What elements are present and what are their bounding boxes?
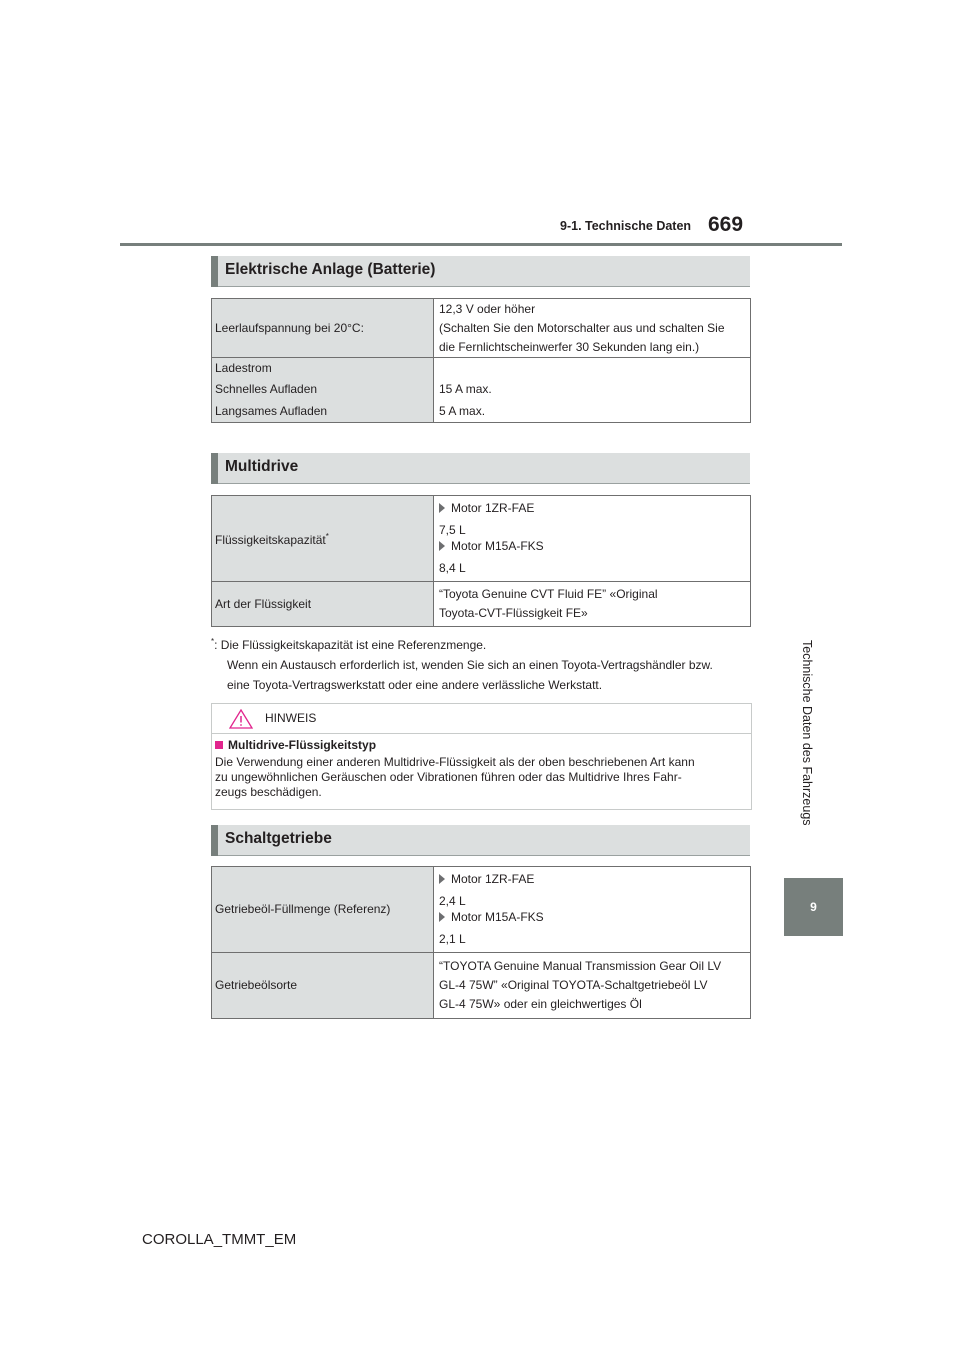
engine-m15a-capacity: 8,4 L xyxy=(439,561,466,575)
arrow-right-icon xyxy=(439,541,445,551)
arrow-right-icon xyxy=(439,912,445,922)
arrow-right-icon xyxy=(439,503,445,513)
side-tab-title: Technische Daten des Fahrzeugs xyxy=(800,640,814,826)
table-row xyxy=(212,299,751,358)
notice-box xyxy=(211,703,752,810)
footnote-mark: * xyxy=(211,637,215,646)
battery-voltage-value xyxy=(434,299,751,358)
battery-section-title: Elektrische Anlage (Batterie) xyxy=(225,261,436,278)
table-row xyxy=(212,953,751,1019)
engine-1zr-fill: 2,4 L xyxy=(439,894,466,908)
document-code: COROLLA_TMMT_EM xyxy=(142,1231,297,1248)
notice-subtitle: Multidrive-Flüssigkeitstyp xyxy=(215,738,376,752)
footnote-mark: * xyxy=(325,532,329,541)
arrow-right-icon xyxy=(439,874,445,884)
battery-voltage-line: die Fernlichtscheinwerfer 30 Sekunden lang ein.) xyxy=(439,339,700,354)
section-label: 9-1. Technische Daten xyxy=(560,219,692,233)
table-row xyxy=(212,378,751,400)
fluid-type-value: “Toyota Genuine CVT Fluid FE” «Original Toyota-CVT-Flüssigkeit FE» xyxy=(434,582,751,627)
battery-table xyxy=(211,298,751,423)
warning-triangle-icon xyxy=(229,709,253,729)
multidrive-section-heading xyxy=(211,453,750,484)
gear-oil-type-label: Getriebeölsorte xyxy=(212,953,434,1019)
engine-m15a-fill: 2,1 L xyxy=(439,932,466,946)
slow-charge-label: Langsames Aufladen xyxy=(212,400,434,423)
table-row xyxy=(212,358,751,379)
gear-oil-type-value: “TOYOTA Genuine Manual Transmission Gear Oil LV GL-4 75W” «Original TOYOTA-Schaltgetriebeöl LV GL-4 75W» oder ein gleichwertiges Öl xyxy=(434,953,751,1019)
table-row xyxy=(212,867,751,953)
charging-current-label: Ladestrom xyxy=(212,358,434,379)
gear-oil-fill-label: Getriebeöl-Füllmenge (Referenz) xyxy=(212,867,434,953)
gearbox-section-title: Schaltgetriebe xyxy=(225,830,332,847)
table-row xyxy=(212,496,751,582)
gearbox-section-heading xyxy=(211,825,750,856)
engine-m15a-label: Motor M15A-FKS xyxy=(451,910,544,924)
engine-1zr-label: Motor 1ZR-FAE xyxy=(451,872,535,886)
page-number: 669 xyxy=(708,213,744,236)
fluid-type-label: Art der Flüssigkeit xyxy=(212,582,434,627)
gearbox-table xyxy=(211,866,751,1019)
engine-1zr-capacity: 7,5 L xyxy=(439,523,466,537)
fast-charge-value: 15 A max. xyxy=(434,378,751,400)
multidrive-section-title: Multidrive xyxy=(225,458,299,475)
multidrive-table xyxy=(211,495,751,627)
battery-section-heading xyxy=(211,256,750,287)
battery-voltage-line: (Schalten Sie den Motorschalter aus und schalten Sie xyxy=(439,320,725,335)
table-row xyxy=(212,400,751,423)
engine-m15a-label: Motor M15A-FKS xyxy=(451,539,544,553)
square-bullet-icon xyxy=(215,741,223,749)
notice-title: HINWEIS xyxy=(265,711,317,725)
battery-voltage-line: 12,3 V oder höher xyxy=(439,301,536,316)
slow-charge-value: 5 A max. xyxy=(434,400,751,423)
header-rule xyxy=(120,243,842,246)
battery-voltage-label: Leerlaufspannung bei 20°C: xyxy=(212,299,434,358)
fluid-capacity-label: Flüssigkeitskapazität* xyxy=(212,496,434,582)
footnote: *: Die Flüssigkeitskapazität ist eine Referenzmenge. Wenn ein Austausch erforderlich ist, wenden Sie sich an einen Toyota-Vertragshändler bzw. eine Toyota-Vertragswerkstatt oder eine andere verlässliche Werkstatt. xyxy=(211,637,713,692)
fluid-capacity-value xyxy=(434,496,751,582)
fast-charge-label: Schnelles Aufladen xyxy=(212,378,434,400)
chapter-tab[interactable]: 9 xyxy=(784,878,843,936)
notice-body: Die Verwendung einer anderen Multidrive-Flüssigkeit als der oben beschriebenen Art kann zu ungewöhnlichen Geräuschen oder Vibrationen führen oder das Multidrive Ihres Fahr- zeugs beschädigen. xyxy=(215,755,695,799)
engine-1zr-label: Motor 1ZR-FAE xyxy=(451,501,535,515)
table-row xyxy=(212,582,751,627)
notice-header xyxy=(212,704,751,734)
gear-oil-fill-value xyxy=(434,867,751,953)
